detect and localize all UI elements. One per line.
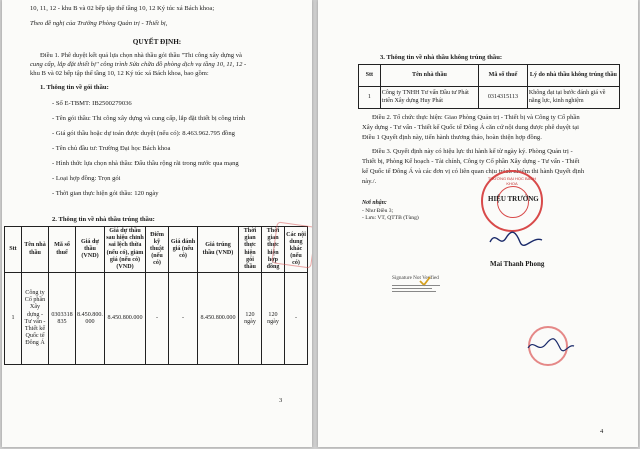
table-header-row [5,227,308,273]
info-item: - Hình thức lựa chọn nhà thầu: Đấu thầu rộng rãi trong nước qua mạng [52,160,239,167]
table-cell: - [169,273,198,365]
table-cell: 8.450.800.000 [105,273,146,365]
table-header: Lý do nhà thầu không trúng thầu [527,65,619,87]
info-item: - Tên gói thầu: Thi công xây dựng và cung cấp, lắp đặt thiết bị công trình [52,115,246,122]
article-3-line-2: Thiết bị, Phòng Kế hoạch - Tài chính, Công ty Cổ phần Xây dựng - Tư vấn - Thiết [362,158,580,165]
signer-title: HIỆU TRƯỞNG [488,195,539,203]
info-item: - Thời gian thực hiện gói thầu: 120 ngày [52,190,159,197]
secondary-signature-icon [524,336,576,356]
section-3-heading: 3. Thông tin về nhà thầu không trúng thầu: [380,54,503,61]
table-header: Mã số thuế [479,65,528,87]
intro-line-1: 10, 11, 12 - khu B và 02 bếp tập thể tầng 10, 12 Ký túc xá Bách khoa; [30,5,215,12]
table-cell: 120 ngày [239,273,262,365]
page-number: 4 [600,428,604,435]
red-stamp-mark [271,221,312,268]
article-3-line-3: kế Quốc tế Đông Á và các đơn vị có liên quan chịu trách nhiệm thi hành Quyết định [362,168,585,175]
table-header: Tên nhà thầu [380,65,478,87]
table-row [5,273,308,365]
article-2-line-3: Điều 1 Quyết định này, tiến hành thương thảo, hoàn thiện hợp đồng. [362,134,542,141]
info-item: - Số E-TBMT: IB2500279036 [52,100,132,107]
table-header-row [359,65,620,87]
table-header: Stt [359,65,381,87]
table-header: Tên nhà thầu [22,227,49,273]
document-page-3 [2,0,312,447]
table-header: Mã số thuế [49,227,76,273]
info-item: - Giá gói thầu hoặc dự toán được duyệt (nếu có): 8.463.962.795 đồng [52,130,235,137]
seal-text: TRƯỜNG ĐẠI HỌC BÁCH KHOA [487,176,537,186]
table-header: Stt [5,227,22,273]
winning-bidder-table [4,226,308,365]
article-3-line-4: này./. [362,178,377,185]
table-cell: Công ty TNHH Tư vấn Đầu tư Phát triển Xây dựng Huy Phát [380,87,478,109]
document-page-4 [318,0,638,447]
recipient-item: - Như Điều 3; [362,208,394,214]
table-header: Thời gian thực hiện hợp đồng [262,227,285,273]
signature-details-block [392,283,444,297]
table-header: Giá dự thầu (VND) [76,227,105,273]
table-header: Điểm kỹ thuật (nếu có) [146,227,169,273]
recipient-item: - Lưu: VT, QTTB (Tùng) [362,215,419,221]
article-2-line-1: Điều 2. Tổ chức thực hiện: Giao Phòng Quản trị - Thiết bị và Công ty Cổ phần [372,114,580,121]
article-3-line-1: Điều 3. Quyết định này có hiệu lực thi hành kể từ ngày ký. Phòng Quản trị - [372,148,573,155]
article-2-line-2: Xây dựng - Tư vấn - Thiết kế Quốc tế Đông Á căn cứ nội dung được phê duyệt tại [362,124,579,131]
table-cell: Công ty Cổ phần Xây dựng - Tư vấn - Thiết kế Quốc tế Đông Á [22,273,49,365]
table-header: Giá trúng thầu (VND) [198,227,239,273]
table-cell: 1 [5,273,22,365]
table-header: Giá đánh giá (nếu có) [169,227,198,273]
article-1-line-1: Điều 1. Phê duyệt kết quả lựa chọn nhà thầu gói thầu "Thi công xây dựng và [40,52,242,59]
signature-note: Signature Not Verified [392,275,439,281]
section-1-heading: 1. Thông tin về gói thầu: [40,84,109,91]
decision-heading: QUYẾT ĐỊNH: [132,38,182,46]
table-header: Thời gian thực hiện gói thầu [239,227,262,273]
table-cell: 8.450.800.000 [76,273,105,365]
recipients-title: Nơi nhận: [362,200,387,206]
table-cell: 0314315113 [479,87,528,109]
table-header: Giá dự thầu sau hiệu chỉnh sai lệch thừa (nếu có), giảm giá (nếu có) (VND) [105,227,146,273]
table-cell: 120 ngày [262,273,285,365]
intro-line-2: Theo đề nghị của Trưởng Phòng Quản trị - Thiết bị, [30,20,168,27]
losing-bidder-table [358,64,620,109]
info-item: - Loại hợp đồng: Trọn gói [52,175,121,182]
table-header: Các nội dung khác (nếu có) [285,227,308,273]
table-cell: Không đạt tại bước đánh giá về năng lực, kinh nghiệm [527,87,619,109]
table-cell: 1 [359,87,381,109]
signer-name: Mai Thanh Phong [490,260,545,268]
table-cell: 0303318835 [49,273,76,365]
table-cell: - [146,273,169,365]
table-cell: - [285,273,308,365]
info-item: - Tên chủ đầu tư: Trường Đại học Bách khoa [52,145,171,152]
table-row [359,87,620,109]
section-2-heading: 2. Thông tin về nhà thầu trúng thầu: [52,216,155,223]
page-number: 3 [279,397,283,404]
table-cell: 8.450.800.000 [198,273,239,365]
handwritten-signature-icon [486,228,546,250]
article-1-line-3: khu B và 02 bếp tập thể tầng 10, 12 Ký túc xá Bách khoa, bao gồm: [30,70,209,77]
article-1-line-2: cung cấp, lắp đặt thiết bị" công trình Sửa chữa đồ phòng dịch vụ tầng 10, 11, 12 - [30,61,247,68]
